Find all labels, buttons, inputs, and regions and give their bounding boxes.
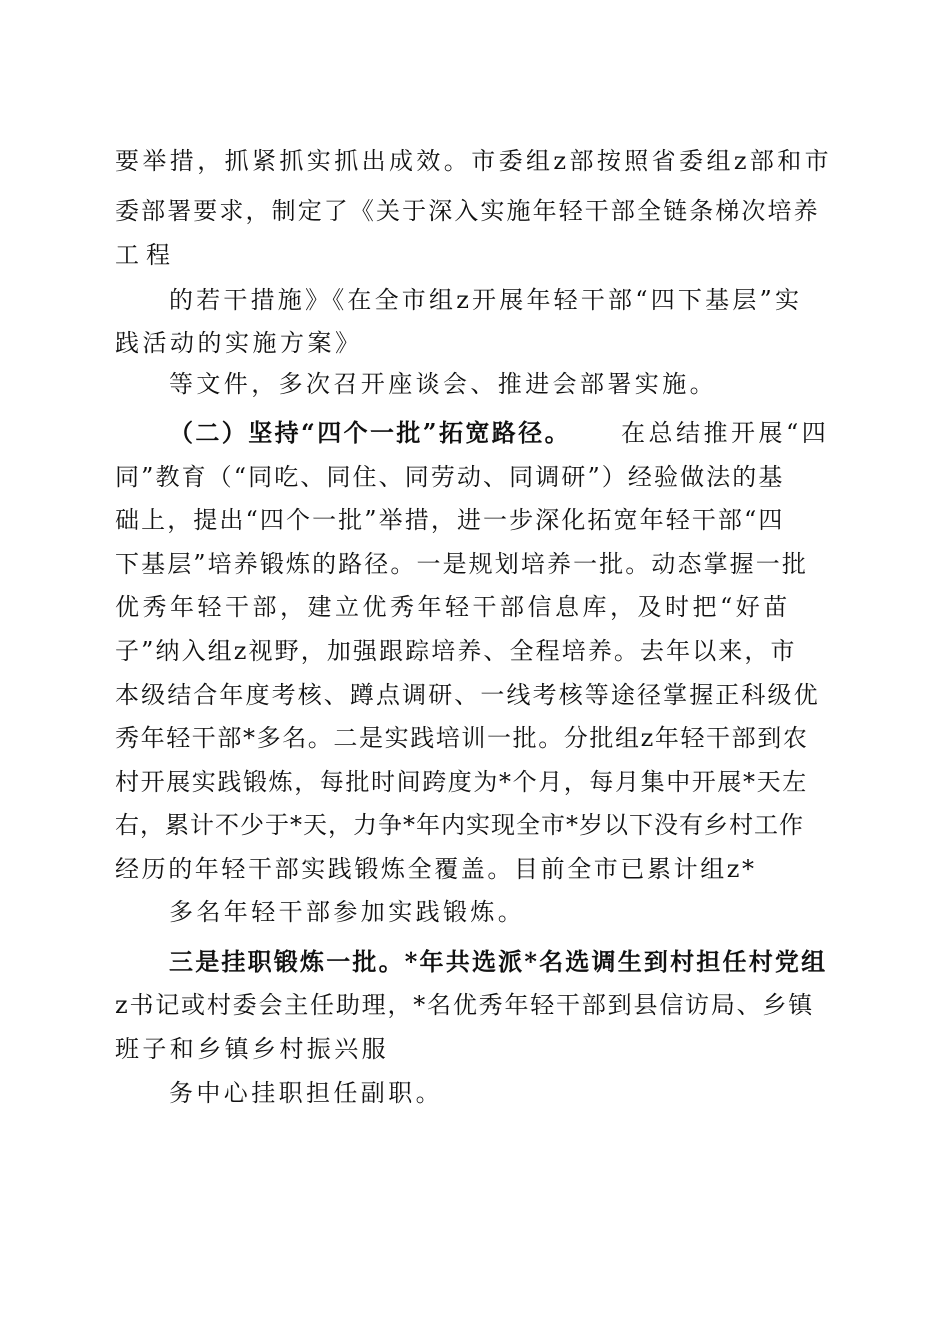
text-line-2: 委部署要求，制定了《关于深入实施年轻干部全链条梯次培养 bbox=[115, 197, 820, 225]
text-line-11: 优秀年轻干部，建立优秀年轻干部信息库，及时把“好苗 bbox=[115, 593, 791, 621]
text-line-3: 工程 bbox=[115, 241, 177, 269]
text-line-16: 右，累计不少于*天，力争*年内实现全市*岁以下没有乡村工作 bbox=[115, 811, 804, 839]
text-line-10: 下基层”培养锻炼的路径。一是规划培养一批。动态掌握一批 bbox=[115, 550, 808, 578]
text-line-20: z书记或村委会主任助理，*名优秀年轻干部到县信访局、乡镇 bbox=[115, 991, 815, 1019]
text-line-1: 要举措，抓紧抓实抓出成效。市委组z部按照省委组z部和市 bbox=[115, 147, 833, 175]
section-heading: （二）坚持“四个一批”拓宽路径。 bbox=[169, 418, 572, 447]
text-line-5: 践活动的实施方案》 bbox=[115, 329, 363, 357]
text-line-13: 本级结合年度考核、蹲点调研、一线考核等途径掌握正科级优 bbox=[115, 681, 820, 709]
text-line-9: 础上，提出“四个一批”举措，进一步深化拓宽年轻干部“四 bbox=[115, 506, 785, 534]
text-line-18: 多名年轻干部参加实践锻炼。 bbox=[169, 898, 526, 926]
text-line-7b: 在总结推开展“四 bbox=[621, 419, 830, 447]
text-line-21: 班子和乡镇乡村振兴服 bbox=[115, 1035, 389, 1063]
text-line-8: 同”教育（“同吃、同住、同劳动、同调研”）经验做法的基 bbox=[115, 463, 785, 491]
text-line-19: 三是挂职锻炼一批。*年共选派*名选调生到村担任村党组 bbox=[169, 947, 828, 976]
text-line-6: 等文件，多次召开座谈会、推进会部署实施。 bbox=[169, 370, 717, 398]
text-line-17: 经历的年轻干部实践锻炼全覆盖。目前全市已累计组z* bbox=[115, 855, 757, 883]
text-line-4: 的若干措施》《在全市组z开展年轻干部“四下基层”实 bbox=[169, 286, 803, 314]
text-line-14: 秀年轻干部*多名。二是实践培训一批。分批组z年轻干部到农 bbox=[115, 724, 809, 752]
text-line-12: 子”纳入组z视野，加强跟踪培养、全程培养。去年以来，市 bbox=[115, 637, 797, 665]
text-line-22: 务中心挂职担任副职。 bbox=[169, 1079, 443, 1107]
text-line-15: 村开展实践锻炼，每批时间跨度为*个月，每月集中开展*天左 bbox=[115, 768, 808, 796]
